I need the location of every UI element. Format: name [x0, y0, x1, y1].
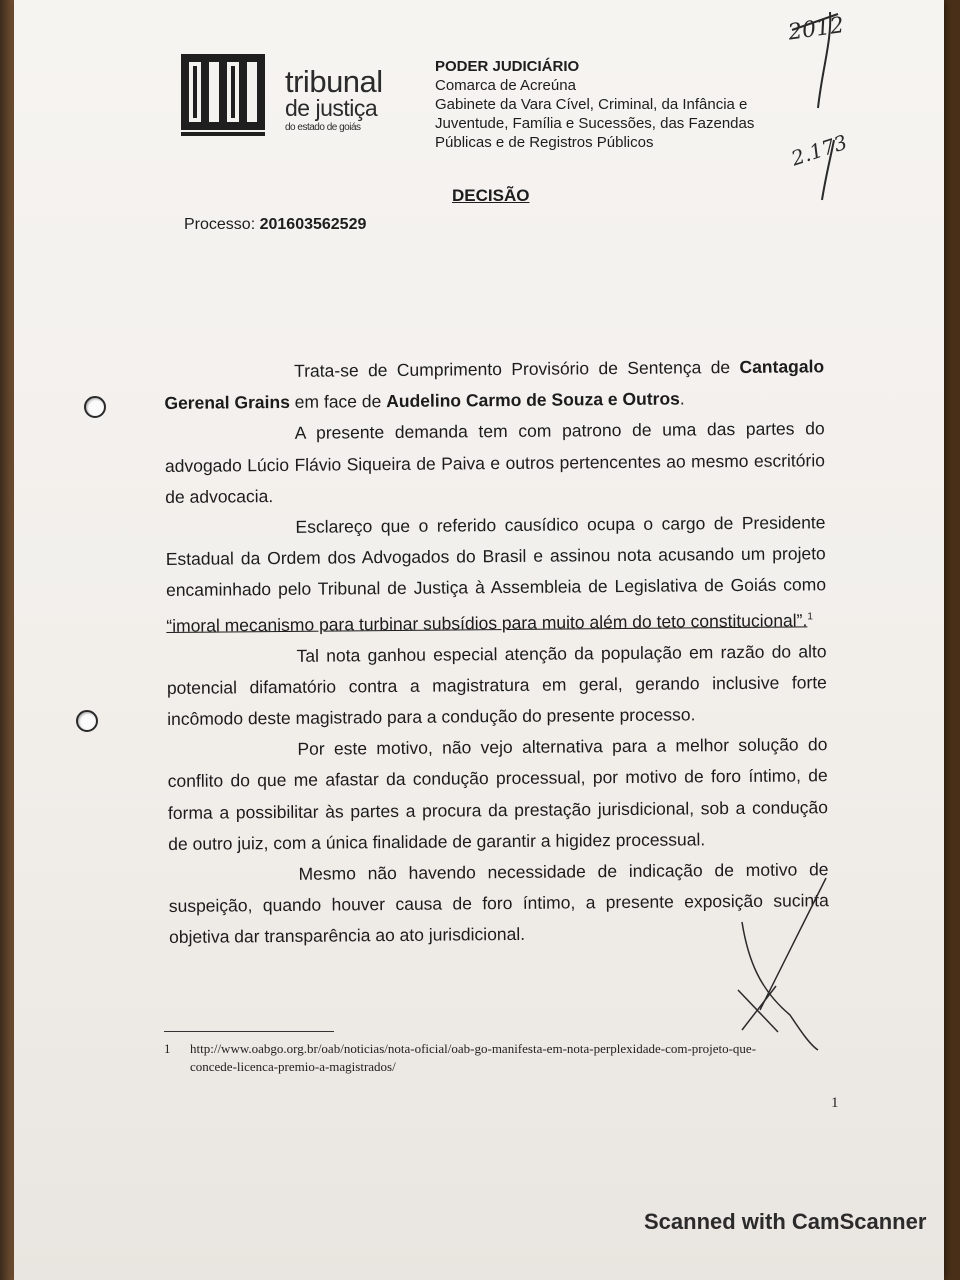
handwritten-top-mark: 2012 [786, 12, 846, 46]
footnote-url-part2: concede-licenca-premio-a-magistrados/ [190, 1059, 396, 1074]
process-label: Processo: [184, 216, 256, 233]
signature-cross-icon [738, 986, 778, 1032]
plaintiff-name: Cantagalo Gerenal Grains [164, 356, 825, 414]
p3-quote: “imoral mecanismo para turbinar subsídios para muito além do teto constitucional”. [166, 609, 808, 636]
document-title: DECISÃO [452, 186, 530, 205]
signature-stroke-icon [742, 922, 818, 1050]
header-gabinete-line1: Gabinete da Vara Cível, Criminal, da Infância e [435, 96, 748, 113]
footnote-number: 1 [164, 1041, 171, 1056]
footnote-ref: 1 [807, 610, 813, 623]
header-gabinete-line2: Juventude, Família e Sucessões, das Fazendas [435, 115, 755, 132]
signature-stroke-icon [760, 878, 826, 1010]
header-poder-judiciario: PODER JUDICIÁRIO [435, 58, 580, 75]
logo-text-tribunal: tribunal [285, 64, 383, 99]
process-value: 201603562529 [259, 216, 367, 233]
p3-text: Esclareço que o referido causídico ocupa o cargo de Presidente Estadual da Ordem dos Advogados do Brasil e assinou nota acusando um projeto encaminhado pelo Tribunal de Justiça à Assembleia de Legislativa de Goiás como [165, 512, 827, 601]
paragraph-2: A presente demanda tem com patrono de uma das partes do advogado Lúcio Flávio Siqueira de Paiva e outros pertencentes ao mesmo escritório de advocacia. [164, 418, 826, 507]
p1-end: . [679, 388, 685, 409]
camscanner-watermark: Scanned with CamScanner [644, 1209, 927, 1234]
defendant-name: Audelino Carmo de Souza e Outros [386, 388, 680, 412]
p1-connector: em face de [289, 391, 387, 413]
handwritten-page-mark: 2.173 [788, 129, 851, 171]
paragraph-4: Tal nota ganhou especial atenção da população em razão do alto potencial difamatório contra a magistratura em geral, gerando inclusive forte incômodo deste magistrado para a condução do presente processo. [166, 640, 827, 730]
p1-text: Trata-se de Cumprimento Provisório de Sentença de [294, 356, 740, 381]
paragraph-6: Mesmo não havendo necessidade de indicação de motivo de suspeição, quando houver causa de foro íntimo, a presente exposição sucinta objetiva dar transparência ao ato jurisdicional. [168, 859, 829, 948]
header-gabinete-line3: Públicas e de Registros Públicos [435, 134, 654, 151]
page-number: 1 [831, 1095, 839, 1111]
logo-text-estado: do estado de goiás [285, 122, 361, 133]
header-comarca: Comarca de Acreúna [435, 77, 576, 94]
footnote-url-part1: http://www.oabgo.org.br/oab/noticias/nota-oficial/oab-go-manifesta-em-nota-perplexidade-com-projeto-que- [190, 1041, 757, 1056]
paragraph-5: Por este motivo, não vejo alternativa para a melhor solução do conflito do que me afastar da condução processual, por motivo de foro íntimo, de forma a possibilitar às partes a procura da prestação jurisdicional, sob a condução de outro juiz, com a única finalidade de garantir a higidez processual. [167, 734, 829, 854]
logo-text-justica: de justiça [285, 95, 378, 121]
